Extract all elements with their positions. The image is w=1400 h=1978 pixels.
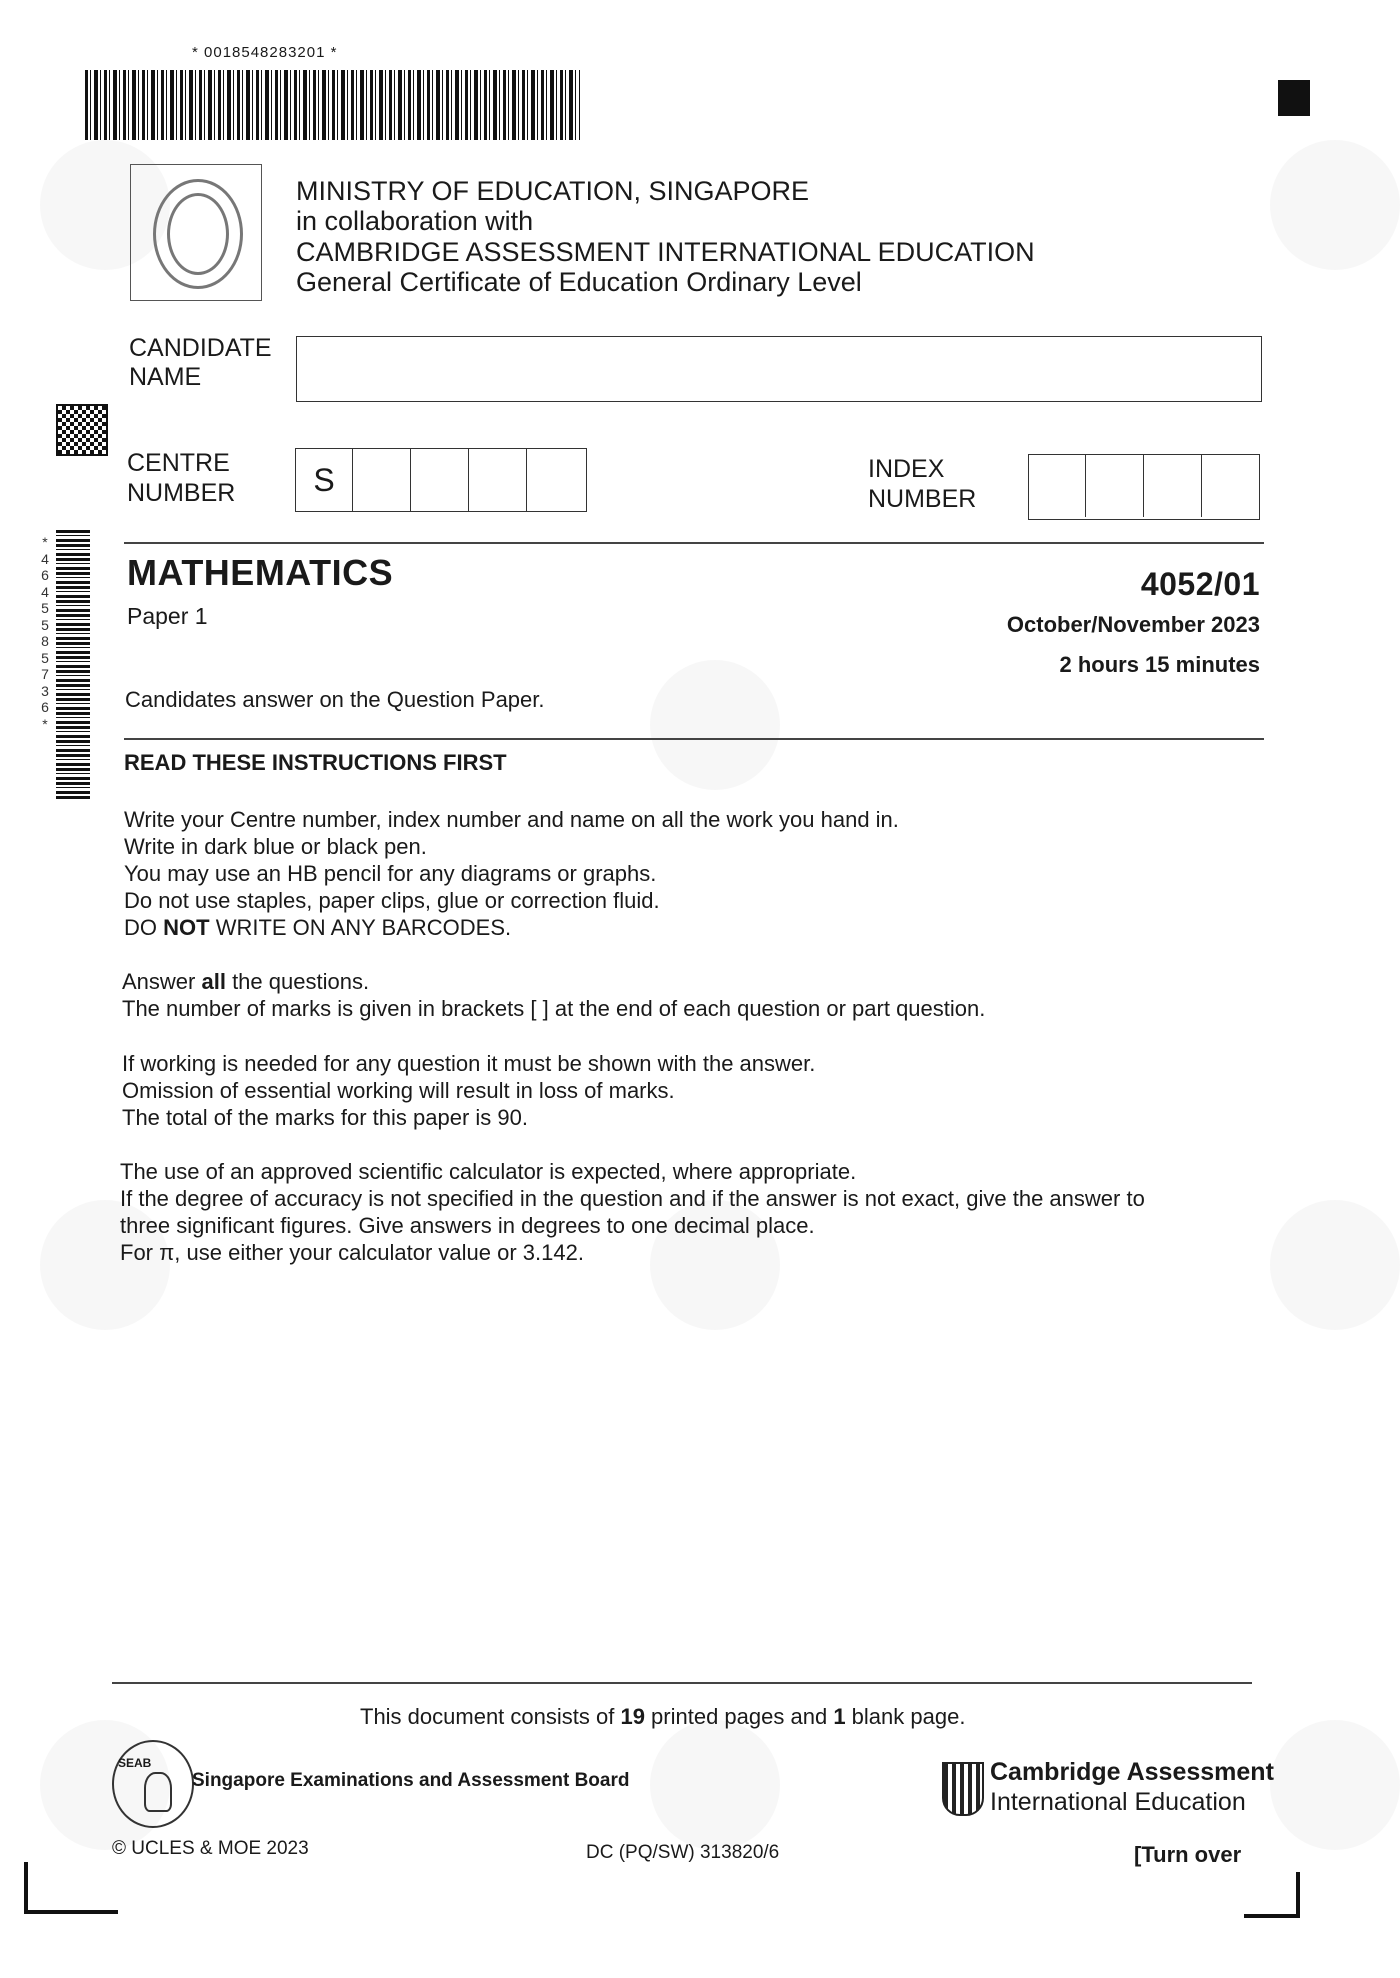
side-barcode-digits: * 4 6 4 5 5 8 5 7 3 6 * (41, 534, 49, 732)
corner-mark (24, 1862, 28, 1914)
centre-digit-cell[interactable] (354, 449, 411, 511)
index-digit-cell[interactable] (1145, 455, 1202, 517)
index-number-field[interactable] (1028, 454, 1260, 520)
centre-label: CENTRE (127, 449, 230, 477)
name-label: NAME (129, 363, 202, 391)
instructions-block-4 (120, 1158, 1280, 1266)
side-barcode (56, 530, 90, 800)
instruction-line: Answer all the questions. (122, 969, 370, 994)
cambridge-shield-icon (942, 1762, 984, 1816)
instruction-line: DO NOT WRITE ON ANY BARCODES. (124, 915, 512, 940)
instruction-line: You may use an HB pencil for any diagrams or graphs. (124, 861, 657, 886)
watermark-logo (1270, 140, 1400, 270)
instruction-line: If working is needed for any question it must be shown with the answer. (122, 1051, 816, 1076)
instruction-line: The total of the marks for this paper is 90. (122, 1105, 528, 1130)
centre-number-field[interactable] (295, 448, 587, 512)
divider (124, 542, 1264, 544)
centre-digit-cell[interactable] (528, 449, 585, 511)
centre-prefix-cell: S (296, 449, 353, 511)
registration-mark (1278, 80, 1310, 116)
index-digit-cell[interactable] (1029, 455, 1086, 517)
instruction-line: If the degree of accuracy is not specified in the question and if the answer is not exact, give the answer to (120, 1186, 1145, 1211)
index-number-label: NUMBER (868, 485, 977, 513)
instructions-heading: READ THESE INSTRUCTIONS FIRST (124, 750, 507, 775)
watermark-logo (1270, 1200, 1400, 1330)
page-count: This document consists of 19 printed pages and 1 blank page. (360, 1704, 966, 1729)
corner-mark (24, 1910, 118, 1914)
index-label: INDEX (868, 455, 945, 483)
answer-note: Candidates answer on the Question Paper. (125, 687, 545, 712)
corner-mark (1244, 1914, 1300, 1918)
exam-duration: 2 hours 15 minutes (1059, 652, 1260, 677)
ministry-line: MINISTRY OF EDUCATION, SINGAPORE (296, 176, 810, 206)
cambridge-line-2: International Education (990, 1788, 1246, 1816)
qr-code (56, 404, 108, 456)
corner-mark (1296, 1872, 1300, 1918)
document-code: DC (PQ/SW) 313820/6 (586, 1842, 780, 1863)
top-barcode (85, 70, 580, 140)
instruction-line: Write your Centre number, index number and name on all the work you hand in. (124, 807, 899, 832)
centre-number-label: NUMBER (127, 479, 236, 507)
divider (112, 1682, 1252, 1684)
paper-code: 4052/01 (1140, 566, 1260, 602)
paper-number: Paper 1 (127, 603, 208, 629)
seab-name: Singapore Examinations and Assessment Board (192, 1770, 630, 1791)
instructions-block-1 (124, 806, 1274, 941)
seab-logo: SEAB (112, 1740, 194, 1828)
index-digit-cell[interactable] (1203, 455, 1260, 517)
copyright: © UCLES & MOE 2023 (112, 1838, 309, 1859)
cambridge-line-1: Cambridge Assessment (990, 1758, 1274, 1786)
subject-title: MATHEMATICS (127, 552, 394, 593)
instruction-line: For π, use either your calculator value or 3.142. (120, 1240, 584, 1265)
candidate-label: CANDIDATE (129, 334, 272, 362)
watermark-logo (650, 1720, 780, 1850)
exam-session: October/November 2023 (1006, 612, 1260, 637)
divider (124, 738, 1264, 740)
watermark-logo (1270, 1720, 1400, 1850)
candidate-name-field[interactable] (296, 336, 1262, 402)
collaboration-line: in collaboration with (296, 206, 534, 236)
certificate-line: General Certificate of Education Ordinary Level (296, 267, 862, 297)
centre-digit-cell[interactable] (412, 449, 469, 511)
turn-over: [Turn over (1134, 1842, 1242, 1867)
index-digit-cell[interactable] (1087, 455, 1144, 517)
instruction-line: The use of an approved scientific calculator is expected, where appropriate. (120, 1159, 857, 1184)
barcode-number: * 0018548283201 * (192, 44, 338, 61)
instruction-line: Do not use staples, paper clips, glue or correction fluid. (124, 888, 660, 913)
watermark-logo (650, 660, 780, 790)
instruction-line: Write in dark blue or black pen. (124, 834, 427, 859)
instruction-line: Omission of essential working will result in loss of marks. (122, 1078, 675, 1103)
instruction-line: three significant figures. Give answers in degrees to one decimal place. (120, 1213, 815, 1238)
instructions-block-3 (122, 1050, 1272, 1131)
instruction-line: The number of marks is given in brackets [ ] at the end of each question or part question. (122, 996, 986, 1021)
instructions-block-2 (122, 968, 1272, 1022)
o-level-logo (130, 164, 262, 301)
centre-digit-cell[interactable] (470, 449, 527, 511)
cambridge-line: CAMBRIDGE ASSESSMENT INTERNATIONAL EDUCATION (296, 237, 1035, 267)
